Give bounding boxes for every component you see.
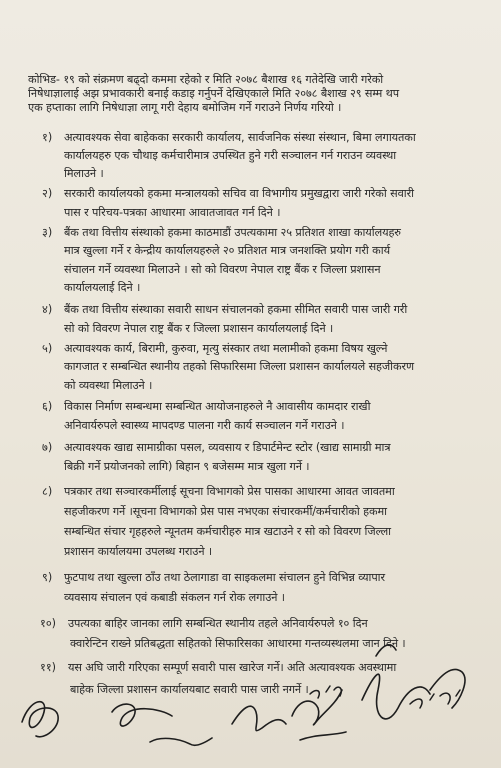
item-7-line-2: बिक्री गर्ने प्रयोजनको लागि) बिहान ९ बजेसम्म मात्र खुला गर्ने ।	[64, 460, 310, 473]
handwritten-date-2	[410, 690, 460, 708]
item-6-line-2: अनिवार्यरुपले स्वास्थ्य मापदण्ड पालना गरी कार्य सञ्चालन गर्ने गराउने ।	[64, 419, 345, 432]
item-3-line-4: कार्यालयलाई दिने ।	[64, 281, 141, 294]
item-10-line-2: क्वारेन्टिन राख्ने प्रतिबद्धता सहितको सिफारिसका आधारमा गन्तव्यस्थलमा जान दिने ।	[70, 637, 406, 650]
item-1-line-3: मिलाउने ।	[64, 167, 104, 180]
item-1-number: १)	[42, 131, 53, 144]
item-11-number: ११)	[40, 661, 56, 674]
item-2-line-1: सरकारी कार्यालयको हकमा मन्त्रालयको सचिव वा विभागीय प्रमुखद्वारा जारी गरेको सवारी	[64, 187, 414, 200]
intro-line-2: निषेधाज्ञालाई अझ प्रभावकारी बनाई कडाइ गर्नुपर्ने देखिएकाले मिति २०७८ बैशाख २९ सम्म थप	[28, 87, 399, 100]
item-1-line-1: अत्यावश्यक सेवा बाहेकका सरकारी कार्यालय, सार्वजनिक संस्था संस्थान, बिमा लगायतका	[64, 131, 416, 144]
item-7-line-1: अत्यावश्यक खाद्य सामाग्रीका पसल, व्यवसाय र डिपार्टमेन्ट स्टोर (खाद्य सामाग्री मात्र	[64, 441, 391, 454]
item-9-line-2: व्यवसाय संचालन एवं कबाडी संकलन गर्न रोक लगाउने ।	[64, 591, 285, 604]
item-8-line-3: सम्बन्धित संचार गृहहरुले न्यूनतम कर्मचारीहरु मात्र खटाउने र सो को विवरण जिल्ला	[64, 525, 391, 538]
item-11-line-1: यस अघि जारी गरिएका सम्पूर्ण सवारी पास खारेज गर्ने। अति अत्यावश्यक अवस्थामा	[68, 661, 397, 674]
item-11-line-2: बाहेक जिल्ला प्रशासन कार्यालयबाट सवारी पास जारी नगर्ने ।	[70, 683, 309, 696]
item-4-number: ४)	[42, 303, 53, 316]
item-10-line-1: उपत्यका बाहिर जानका लागि सम्बन्धित स्थानीय तहले अनिवार्यरुपले १० दिन	[68, 617, 368, 630]
item-8-line-4: प्रशासन कार्यालयमा उपलब्ध गराउने ।	[64, 545, 213, 558]
item-6-number: ६)	[42, 400, 53, 413]
item-9-line-1: फुटपाथ तथा खुल्ला ठाँउ तथा ठेलागाडा वा साइकलमा संचालन हुने विभिन्न व्यापार	[64, 571, 385, 584]
item-9-number: ९)	[42, 571, 53, 584]
item-3-line-2: मात्र खुल्ला गर्ने र केन्द्रीय कार्यालयहरुले २० प्रतिशत मात्र जनशक्ति प्रयोग गरी कार्य	[64, 244, 390, 257]
item-2-number: २)	[42, 187, 53, 200]
item-6-line-1: विकास निर्माण सम्बन्धमा सम्बन्धित आयोजनाहरुले नै आवासीय कामदार राखी	[64, 400, 371, 413]
item-3-line-1: बैंक तथा वित्तीय संस्थाको हकमा काठमाडौं उपत्यकामा २५ प्रतिशत शाखा कार्यालयहरु	[64, 226, 401, 239]
item-8-number: ८)	[42, 485, 53, 498]
item-3-line-3: संचालन गर्ने व्यवस्था मिलाउने । सो को विवरण नेपाल राष्ट्र बैंक र जिल्ला प्रशासन	[64, 263, 381, 276]
item-5-number: ५)	[42, 342, 53, 355]
item-8-line-2: सहजीकरण गर्ने ।सूचना विभागको प्रेस पास नभएका संचारकर्मी/कर्मचारीको हकमा	[64, 505, 387, 518]
intro-line-1: कोभिड- १९ को संक्रमण बढ्दो कममा रहेको र मिति २०७८ बैशाख १६ गतेदेखि जारी गरेको	[28, 73, 384, 86]
intro-line-3: एक हप्ताका लागि निषेधाज्ञा लागू गरी देहाय बमोजिम गर्ने गराउने निर्णय गरियो ।	[28, 101, 342, 114]
item-5-line-1: अत्यावश्यक कार्य, बिरामी, कुरुवा, मृत्यु संस्कार तथा मलामीको हकमा विषय खुल्ने	[64, 342, 388, 355]
item-5-line-3: को व्यवस्था मिलाउने ।	[64, 379, 153, 392]
item-4-line-1: बैंक तथा वित्तीय संस्थाका सवारी साधन संचालनको हकमा सीमित सवारी पास जारी गरी	[64, 303, 408, 316]
item-4-line-2: सो को विवरण नेपाल राष्ट्र बैंक र जिल्ला प्रशासन कार्यालयलाई दिने ।	[64, 322, 334, 335]
item-7-number: ७)	[42, 441, 53, 454]
handwritten-date-1	[310, 686, 341, 698]
item-5-line-2: कागजात र सम्बन्धित स्थानीय तहको सिफारिसमा जिल्ला प्रशासन कार्यालयले सहजीकरण	[64, 360, 414, 373]
item-10-number: १०)	[40, 617, 56, 630]
item-3-number: ३)	[42, 226, 53, 239]
item-2-line-2: पास र परिचय-पत्रका आधारमा आवातजावत गर्न दिने ।	[64, 206, 281, 219]
item-1-line-2: कार्यालयहरु एक चौथाइ कर्मचारीमात्र उपस्थित हुने गरी सञ्चालन गर्न गराउन व्यवस्था	[64, 149, 397, 162]
item-8-line-1: पत्रकार तथा सञ्चारकर्मीलाई सूचना विभागको प्रेस पासका आधारमा आवत जावतमा	[64, 485, 395, 498]
